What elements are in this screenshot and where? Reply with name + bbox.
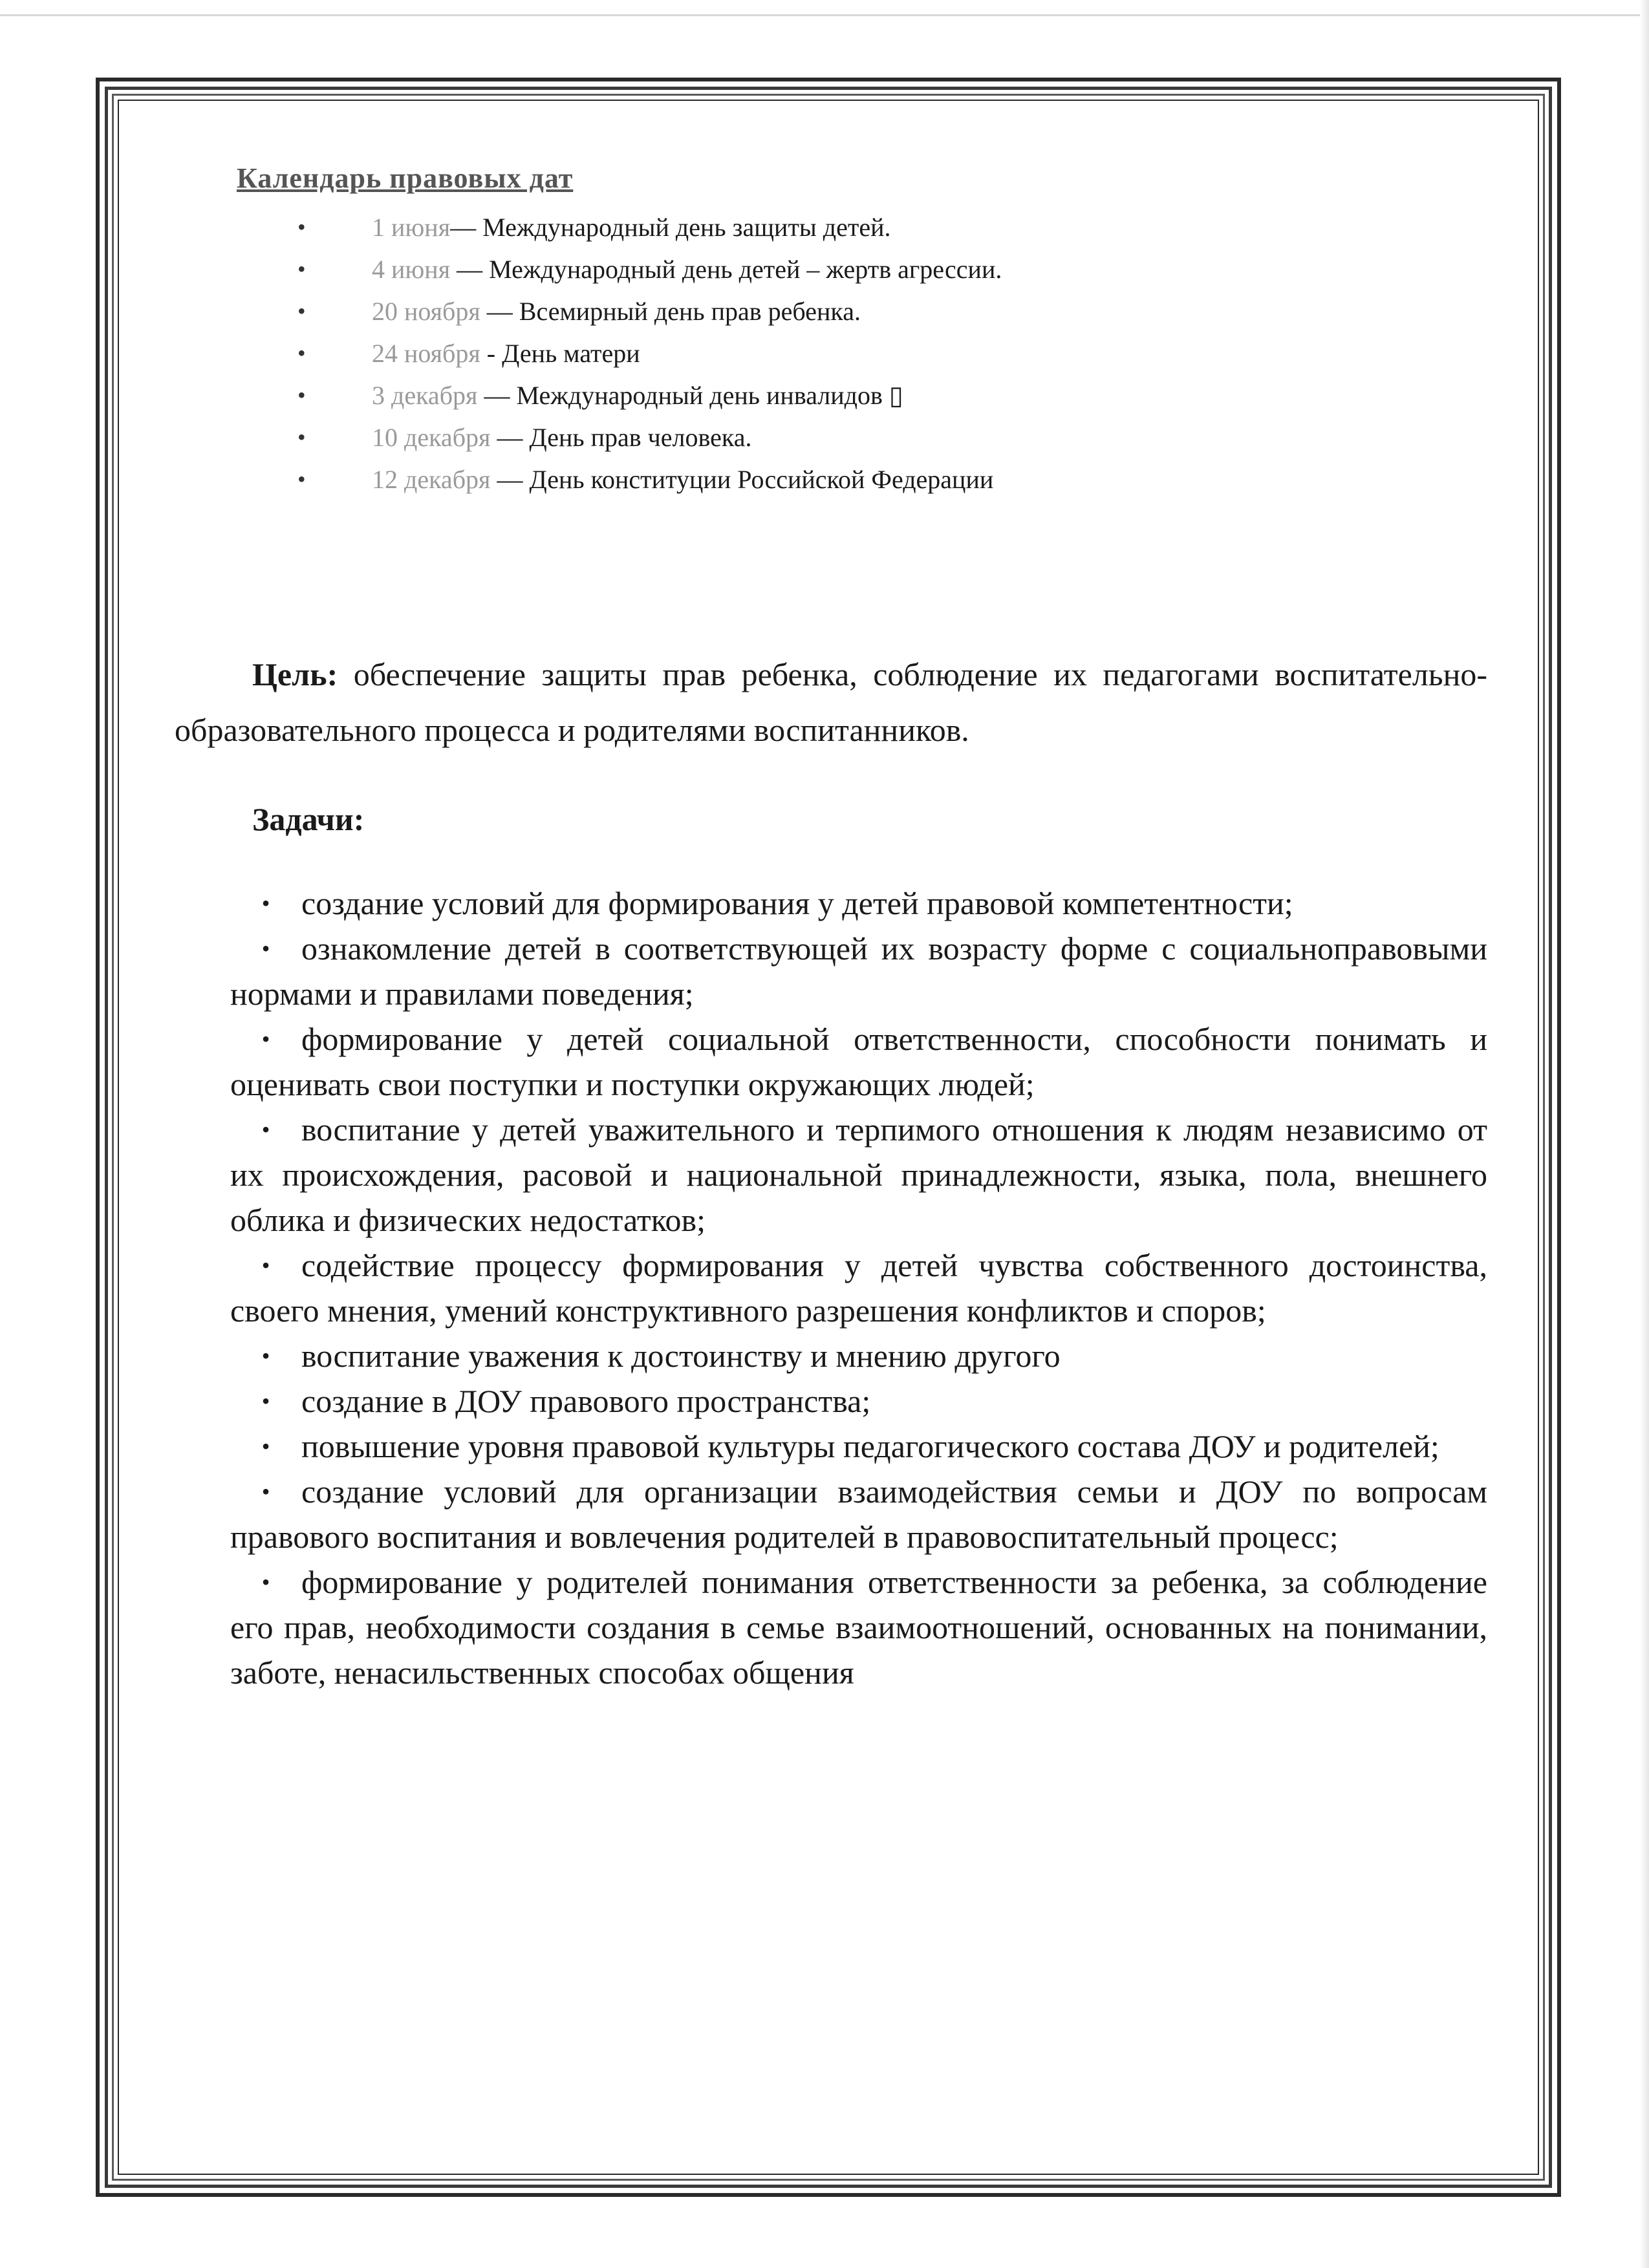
- bullet-icon: •: [297, 214, 306, 240]
- bullet-icon: •: [261, 1433, 270, 1459]
- task-text: содействие процессу формирования у детей чувства собственного достоинства, своего мнения, умений конструктивного разрешения конфликтов и споров;: [230, 1247, 1487, 1329]
- scan-edge-right: [1640, 0, 1649, 2268]
- calendar-item: [175, 206, 1487, 248]
- bullet-icon: •: [261, 1569, 270, 1595]
- task-text: создание условий для организации взаимодействия семьи и ДОУ по вопросам правового воспитания и вовлечения родителей в правовоспитательный процесс;: [230, 1473, 1487, 1555]
- calendar-desc: — Международный день детей – жертв агрессии.: [450, 255, 1002, 284]
- goal-text: обеспечение защиты прав ребенка, соблюдение их педагогами воспитательно-образовательного процесса и родителями воспитанников.: [175, 656, 1487, 748]
- calendar-item: [175, 416, 1487, 458]
- calendar-date: 10 декабря: [372, 423, 491, 452]
- task-item: [230, 1469, 1487, 1559]
- tasks-list: [230, 881, 1487, 1695]
- calendar-date: 4 июня: [372, 255, 451, 284]
- bullet-icon: •: [261, 1343, 270, 1369]
- calendar-desc: — День прав человека.: [490, 423, 752, 452]
- task-text: формирование у родителей понимания ответственности за ребенка, за соблюдение его прав, необходимости создания в семье взаимоотношений, основанных на понимании, заботе, ненасильственных способах общения: [230, 1564, 1487, 1691]
- bullet-icon: •: [297, 466, 306, 492]
- bullet-icon: •: [297, 340, 306, 366]
- bullet-icon: •: [261, 1479, 270, 1504]
- calendar-item: [175, 332, 1487, 374]
- calendar-list: [175, 206, 1487, 500]
- bullet-icon: •: [297, 256, 306, 282]
- scan-edge-top: [0, 14, 1649, 16]
- calendar-item: [175, 374, 1487, 416]
- calendar-desc: — Международный день защиты детей.: [450, 213, 891, 242]
- calendar-item: [175, 248, 1487, 290]
- goal-label: Цель:: [252, 656, 338, 692]
- task-text: ознакомление детей в соответствующей их возрасту форме с социальноправовыми нормами и правилами поведения;: [230, 930, 1487, 1012]
- task-text: воспитание уважения к достоинству и мнению другого: [301, 1338, 1061, 1374]
- task-item: [230, 881, 1487, 926]
- bullet-icon: •: [261, 1117, 270, 1142]
- calendar-item: [175, 290, 1487, 332]
- task-text: повышение уровня правовой культуры педагогического состава ДОУ и родителей;: [301, 1428, 1439, 1464]
- task-item: [230, 1424, 1487, 1469]
- calendar-date: 12 декабря: [372, 465, 491, 494]
- task-item: [230, 1243, 1487, 1333]
- bullet-icon: •: [297, 424, 306, 450]
- task-item: [230, 926, 1487, 1016]
- task-text: воспитание у детей уважительного и терпимого отношения к людям независимо от их происхождения, расовой и национальной принадлежности, языка, пола, внешнего облика и физических недостатков;: [230, 1111, 1487, 1238]
- calendar-desc: — Всемирный день прав ребенка.: [480, 297, 861, 326]
- calendar-desc: — День конституции Российской Федерации: [490, 465, 994, 494]
- bullet-icon: •: [261, 1388, 270, 1414]
- bullet-icon: •: [261, 936, 270, 961]
- calendar-date: 1 июня: [372, 213, 451, 242]
- calendar-item: [175, 458, 1487, 500]
- task-item: [230, 1107, 1487, 1243]
- tasks-title: Задачи:: [252, 801, 365, 837]
- task-text: создание условий для формирования у детей правовой компетентности;: [301, 885, 1293, 921]
- page-content: [175, 162, 1487, 1695]
- bullet-icon: •: [261, 1252, 270, 1278]
- calendar-date: 20 ноября: [372, 297, 480, 326]
- calendar-desc: — Международный день инвалидов ▯: [477, 381, 903, 410]
- task-item: [230, 1333, 1487, 1378]
- bullet-icon: •: [297, 382, 306, 408]
- bullet-icon: •: [261, 890, 270, 916]
- bullet-icon: •: [261, 1026, 270, 1052]
- task-text: формирование у детей социальной ответственности, способности понимать и оценивать свои поступки и поступки окружающих людей;: [230, 1021, 1487, 1102]
- task-item: [230, 1559, 1487, 1695]
- bullet-icon: •: [297, 298, 306, 324]
- task-text: создание в ДОУ правового пространства;: [301, 1383, 871, 1419]
- calendar-date: 24 ноября: [372, 339, 480, 368]
- task-item: [230, 1016, 1487, 1107]
- calendar-date: 3 декабря: [372, 381, 478, 410]
- calendar-desc: - День матери: [480, 339, 640, 368]
- task-item: [230, 1378, 1487, 1424]
- calendar-title: Календарь правовых дат: [237, 162, 574, 194]
- goal-paragraph: [175, 647, 1487, 758]
